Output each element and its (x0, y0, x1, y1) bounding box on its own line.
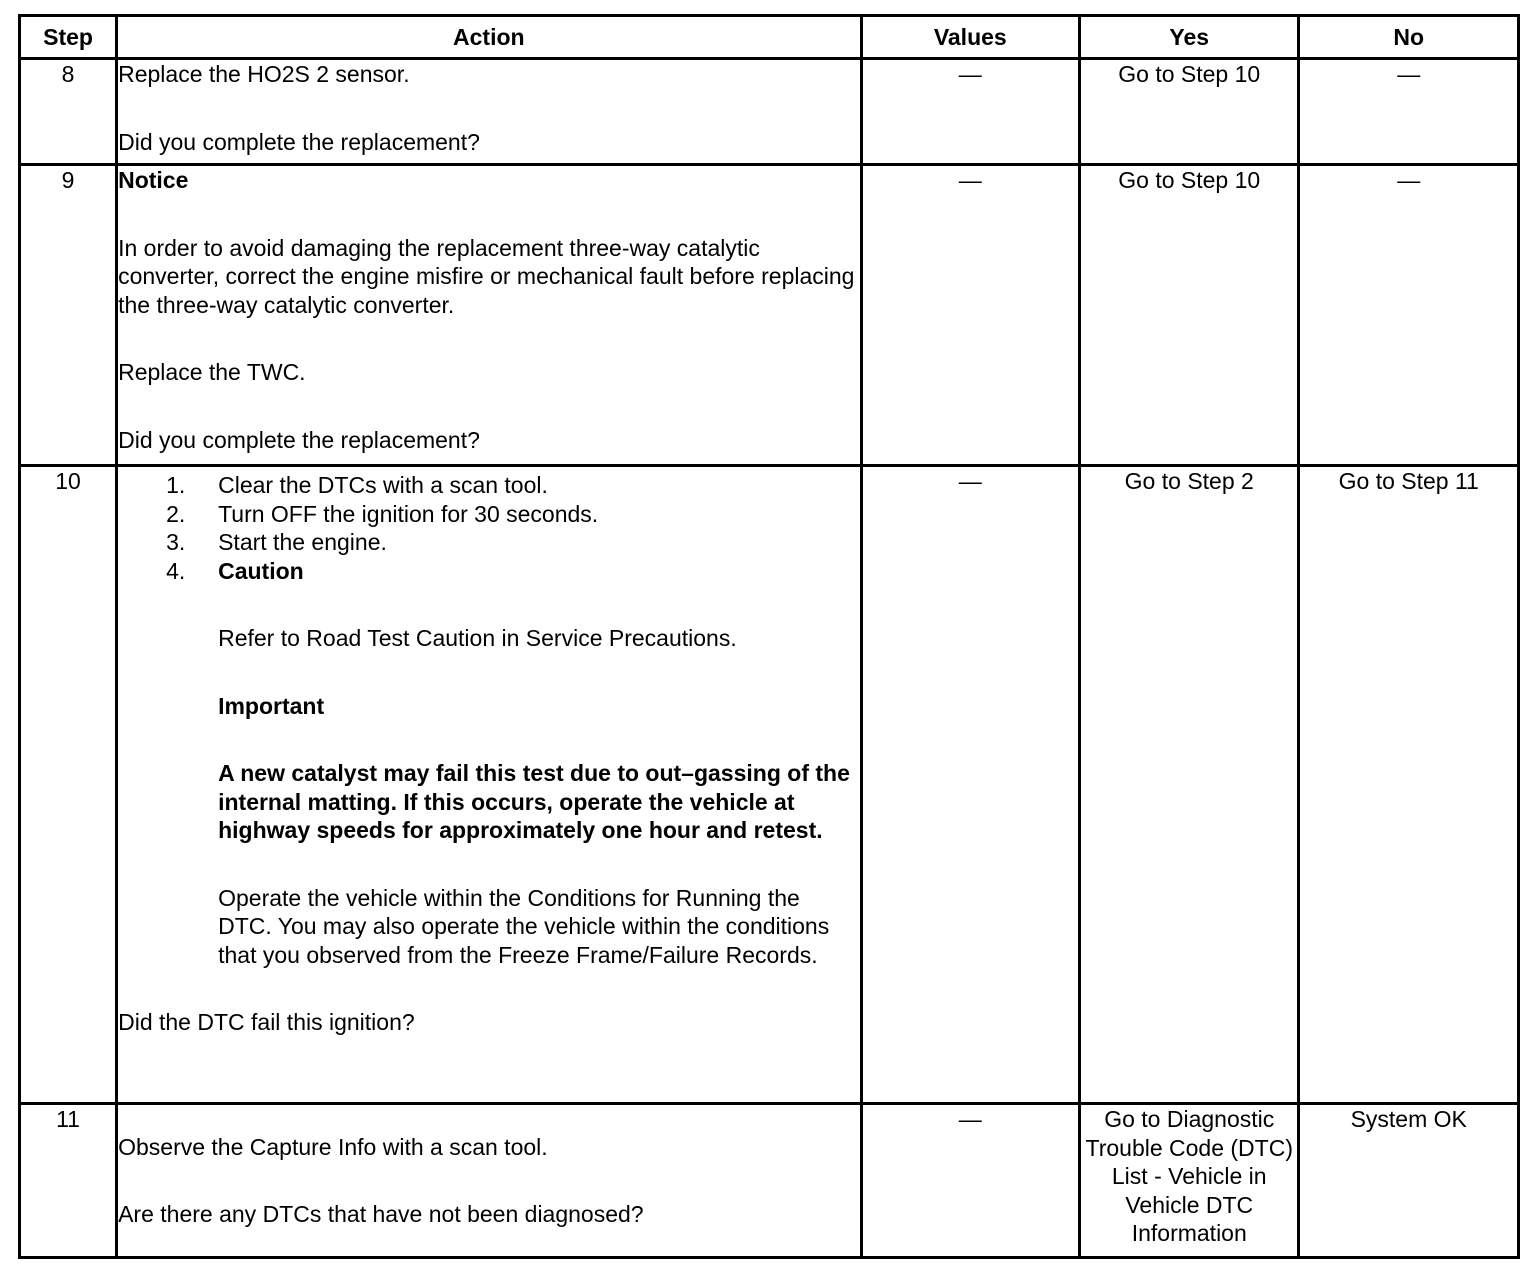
list-number: 1. (166, 472, 186, 498)
operate-text: Operate the vehicle within the Conditions for Running the DTC. You may also operate the vehicle within the conditions that you observed from the Freeze Frame/Failure Records. (218, 884, 830, 968)
notice-heading: Notice (118, 167, 189, 193)
values-cell: — (861, 59, 1079, 165)
header-row (20, 16, 1519, 59)
values-cell: — (861, 1104, 1079, 1258)
step-number: 10 (20, 466, 117, 1104)
caution-text: Refer to Road Test Caution in Service Precautions. (218, 625, 737, 651)
no-cell: — (1299, 59, 1519, 165)
header-no: No (1299, 16, 1519, 59)
header-values: Values (861, 16, 1079, 59)
action-cell (117, 165, 861, 466)
action-question: Did the DTC fail this ignition? (118, 1009, 415, 1035)
step-number: 9 (20, 165, 117, 466)
important-text: A new catalyst may fail this test due to out–gassing of the internal matting. If this occurs, operate the vehicle at highway speeds for approximately one hour and retest. (218, 760, 850, 843)
action-cell (117, 59, 861, 165)
no-cell: — (1299, 165, 1519, 466)
action-text: Replace the HO2S 2 sensor. (118, 61, 410, 87)
table-row (20, 59, 1519, 165)
header-action: Action (117, 16, 861, 59)
notice-text: In order to avoid damaging the replacement three-way catalytic converter, correct the engine misfire or mechanical fault before replacing the three-way catalytic converter. (118, 234, 855, 318)
diagnostic-table (18, 14, 1520, 1259)
values-cell: — (861, 466, 1079, 1104)
yes-cell: Go to Step 10 (1080, 59, 1299, 165)
action-question: Did you complete the replacement? (118, 128, 480, 155)
action-question: Are there any DTCs that have not been diagnosed? (118, 1201, 644, 1227)
action-cell (117, 466, 861, 1104)
list-number: 2. (166, 500, 186, 527)
list-text: Start the engine. (218, 529, 387, 555)
step-number: 11 (20, 1104, 117, 1258)
list-text: Clear the DTCs with a scan tool. (218, 472, 548, 498)
no-cell: System OK (1299, 1104, 1519, 1258)
table-row (20, 466, 1519, 1104)
action-question: Did you complete the replacement? (118, 426, 480, 453)
list-item (118, 528, 859, 557)
caution-heading: Caution (218, 557, 304, 584)
step-number: 8 (20, 59, 117, 165)
table-row (20, 165, 1519, 466)
action-text: Replace the TWC. (118, 359, 306, 385)
action-text: Observe the Capture Info with a scan tool. (118, 1133, 548, 1160)
list-number: 3. (166, 529, 186, 555)
table-row (20, 1104, 1519, 1258)
yes-cell: Go to Step 10 (1080, 165, 1299, 466)
important-heading: Important (218, 692, 325, 719)
list-item (118, 557, 859, 586)
yes-cell: Go to Diagnostic Trouble Code (DTC) List - Vehicle in Vehicle DTC Information (1080, 1104, 1299, 1258)
header-step: Step (20, 16, 117, 59)
procedure-list (118, 471, 859, 585)
header-yes: Yes (1080, 16, 1299, 59)
no-cell: Go to Step 11 (1299, 466, 1519, 1104)
list-number: 4. (166, 557, 186, 584)
list-item (118, 471, 859, 500)
list-item (118, 500, 859, 529)
list-text: Turn OFF the ignition for 30 seconds. (218, 500, 599, 527)
action-cell (117, 1104, 861, 1258)
values-cell: — (861, 165, 1079, 466)
yes-cell: Go to Step 2 (1080, 466, 1299, 1104)
